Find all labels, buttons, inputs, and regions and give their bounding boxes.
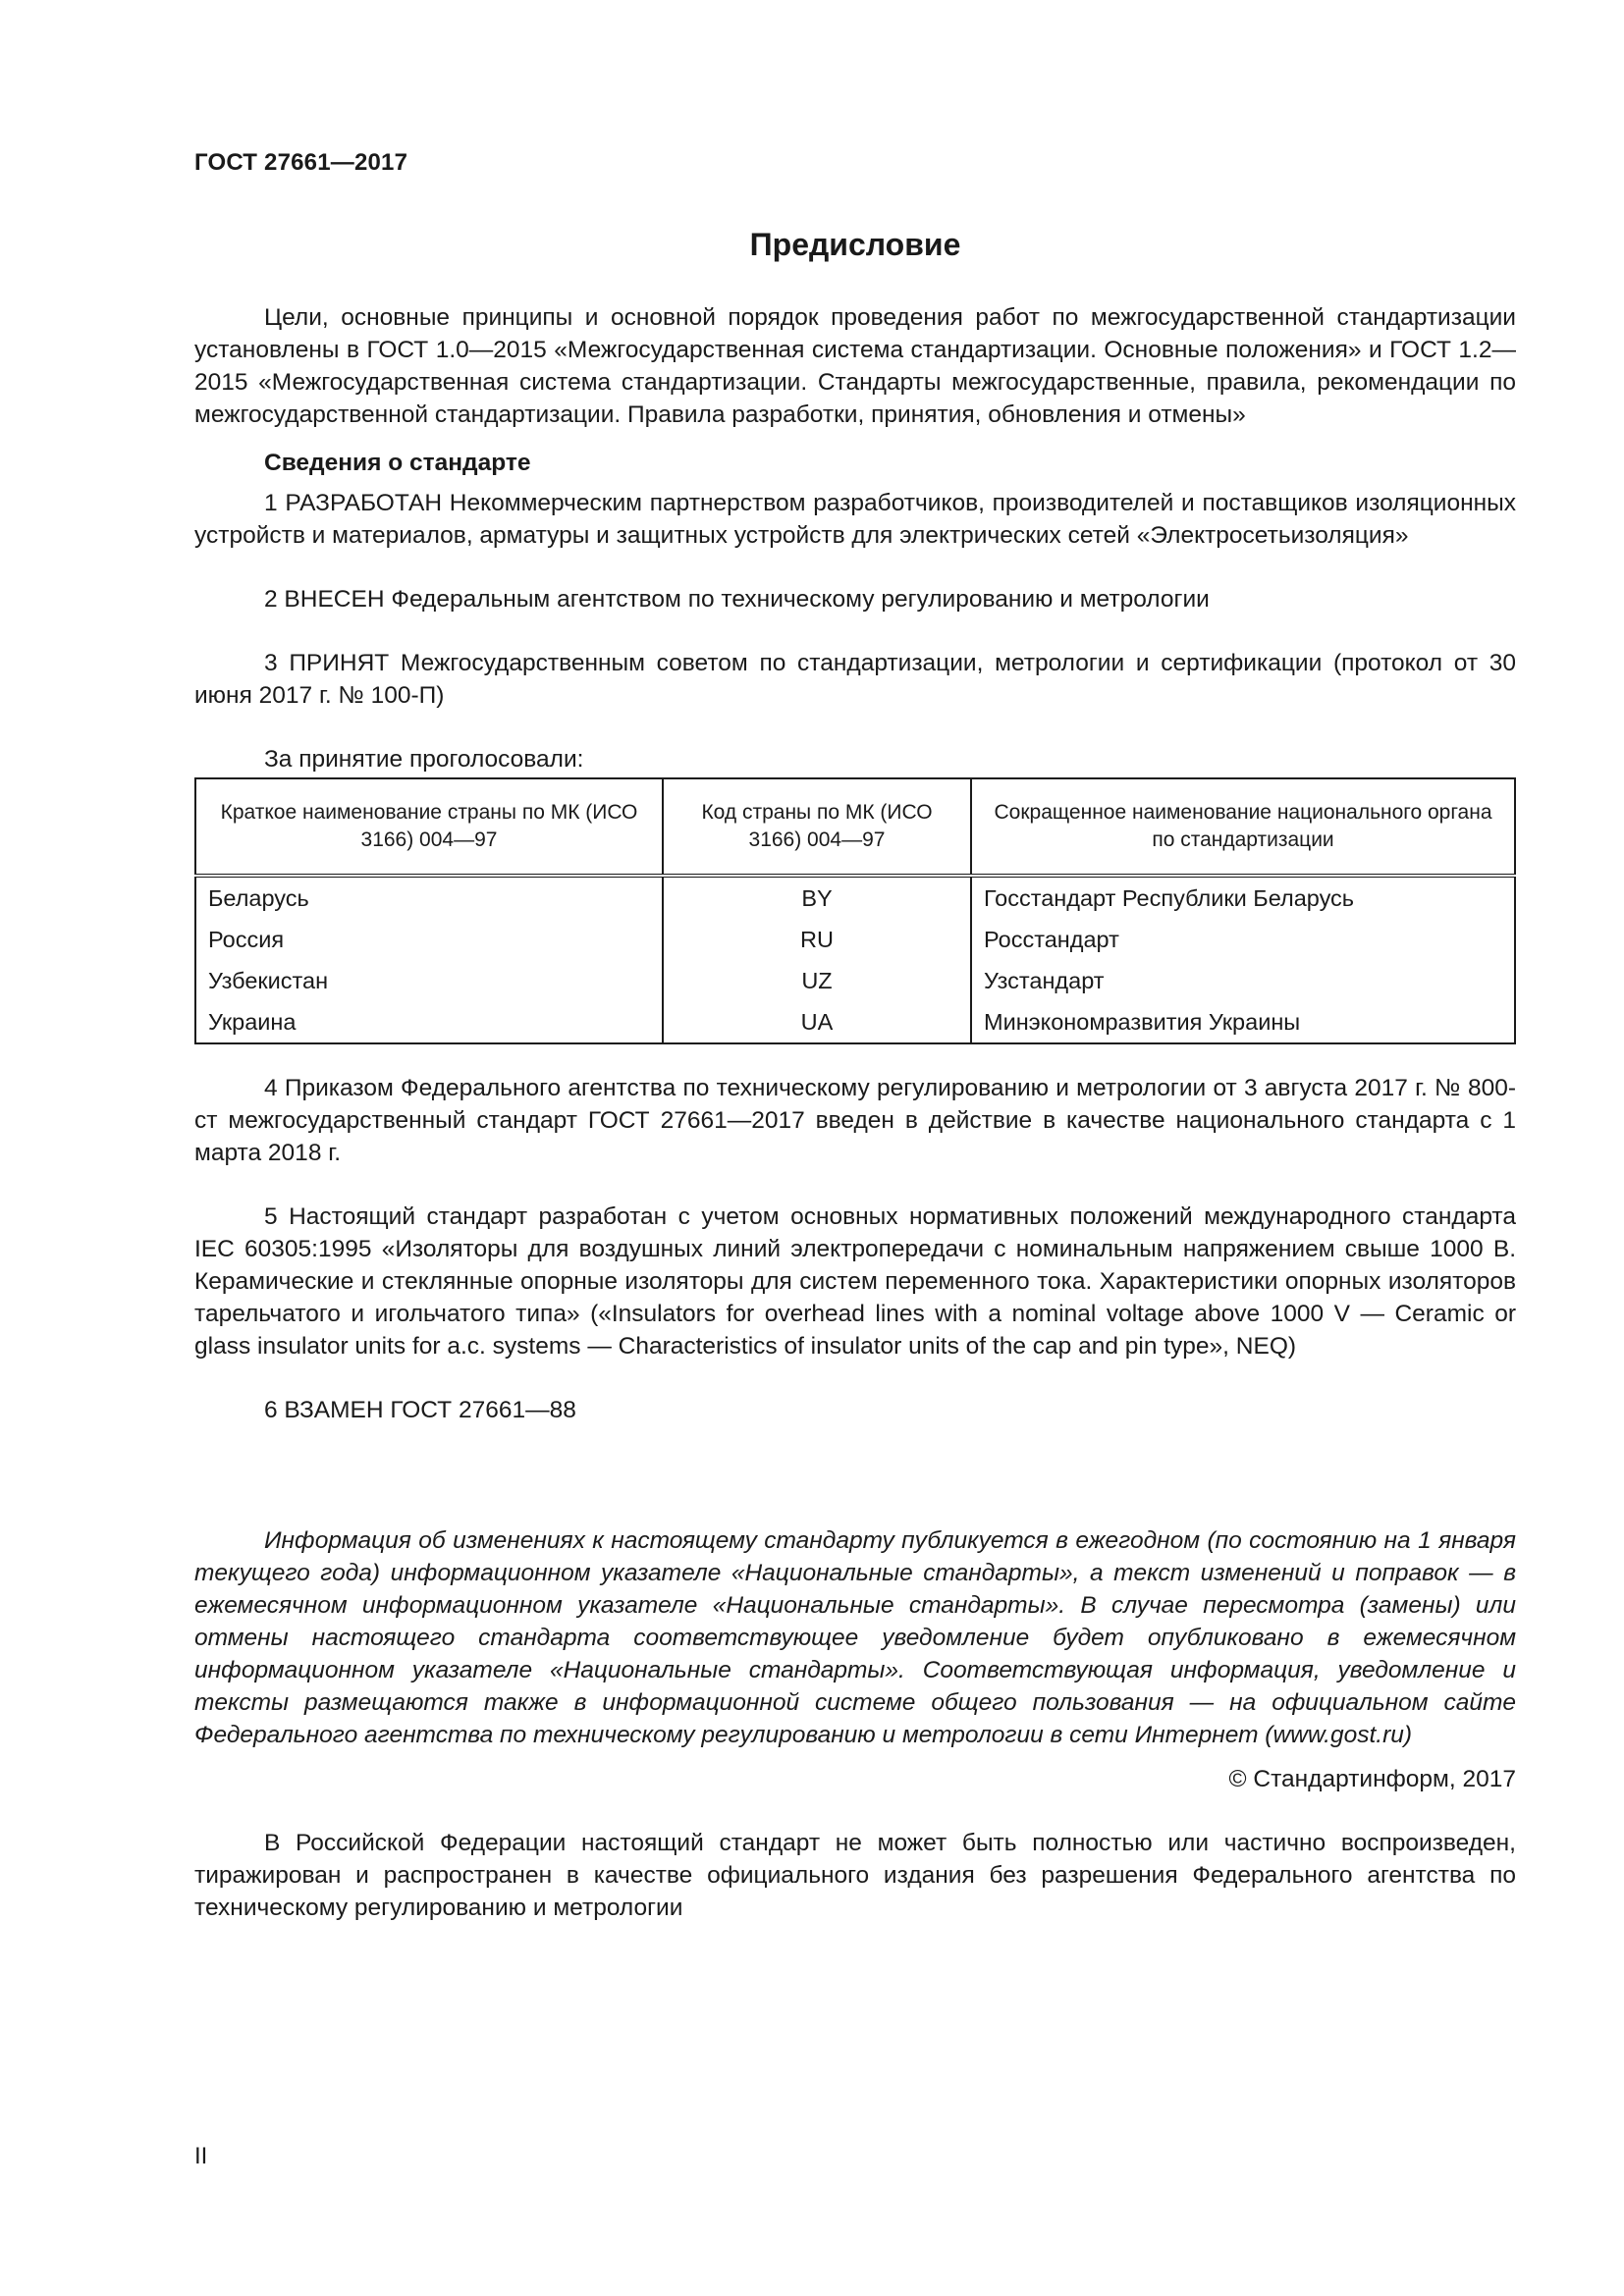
document-body [194,301,1516,1924]
table-row [195,960,1515,1001]
vote-table [194,777,1516,1044]
copyright: © Стандартинформ, 2017 [1228,1766,1516,1792]
country-cell: Беларусь [195,876,663,919]
item-submitted: 2 ВНЕСЕН Федеральным агентством по техническому регулированию и метрологии [264,586,1210,613]
voted-label: За принятие проголосовали: [264,746,584,773]
standard-info-heading: Сведения о стандарте [264,450,531,476]
country-cell: Россия [195,919,663,960]
vote-table-header-code: Код страны по МК (ИСО 3166) 004—97 [663,778,971,876]
country-code-cell: BY [663,876,971,919]
table-row [195,876,1515,919]
page-title: Предисловие [749,227,961,262]
vote-table-header-body: Сокращенное наименование национального органа по стандартизации [971,778,1515,876]
country-cell: Узбекистан [195,960,663,1001]
vote-table-header-row [195,778,1515,876]
national-body-cell: Узстандарт [971,960,1515,1001]
national-body-cell: Росстандарт [971,919,1515,960]
country-code-cell: RU [663,919,971,960]
intro-paragraph: Цели, основные принципы и основной порядок проведения работ по межгосударственной стандартизации установлены в ГОСТ 1.0—2015 «Межгосударственная система стандартизации. Основные положения» и ГОСТ 1.2—2015 «Межгосударственная система стандартизации. Стандарты межгосударственные, правила, рекомендации по межгосударственной стандартизации. Правила разработки, принятия, обновления и отмены» [194,304,1516,428]
vote-table-header-country: Краткое наименование страны по МК (ИСО 3166) 004—97 [195,778,663,876]
changes-notice: Информация об изменениях к настоящему стандарту публикуется в ежегодном (по состоянию на 1 января текущего года) информационном указателе «Национальные стандарты», а текст изменений и поправок — в ежемесячном информационном указателе «Национальные стандарты». В случае пересмотра (замены) или отмены настоящего стандарта соответствующее уведомление будет опубликовано в ежемесячном информационном указателе «Национальные стандарты». Соответствующая информация, уведомление и тексты размещаются также в информационной системе общего пользования — на официальном сайте Федерального агентства по техническому регулированию и метрологии в сети Интернет (www.gost.ru) [194,1527,1516,1748]
country-code-cell: UZ [663,960,971,1001]
item-developed: 1 РАЗРАБОТАН Некоммерческим партнерством разработчиков, производителей и поставщиков изоляционных устройств и материалов, арматуры и защитных устройств для электрических сетей «Электросетьизоляция» [194,490,1516,549]
country-code-cell: UA [663,1001,971,1043]
item-replaces: 6 ВЗАМЕН ГОСТ 27661—88 [264,1397,576,1423]
national-body-cell: Минэкономразвития Украины [971,1001,1515,1043]
item-adopted: 3 ПРИНЯТ Межгосударственным советом по стандартизации, метрологии и сертификации (протокол от 30 июня 2017 г. № 100-П) [194,650,1516,709]
document-code: ГОСТ 27661—2017 [194,149,408,176]
table-row [195,1001,1515,1043]
country-cell: Украина [195,1001,663,1043]
page-number: II [194,2143,208,2169]
reproduction-restriction: В Российской Федерации настоящий стандарт не может быть полностью или частично воспроизведен, тиражирован и распространен в качестве официального издания без разрешения Федерального агентства по техническому регулированию и метрологии [194,1830,1516,1921]
table-row [195,919,1515,960]
national-body-cell: Госстандарт Республики Беларусь [971,876,1515,919]
item-based-on: 5 Настоящий стандарт разработан с учетом основных нормативных положений международного стандарта IEC 60305:1995 «Изоляторы для воздушных линий электропередачи с номинальным напряжением свыше 1000 В. Керамические и стеклянные опорные изоляторы для систем переменного тока. Характеристики опорных изоляторов тарельчатого и игольчатого типа» («Insulators for overhead lines with a nominal voltage above 1000 V — Ceramic or glass insulator units for a.c. systems — Characteristics of insulator units of the cap and pin type», NEQ) [194,1203,1516,1360]
item-order: 4 Приказом Федерального агентства по техническому регулированию и метрологии от 3 августа 2017 г. № 800-ст межгосударственный стандарт ГОСТ 27661—2017 введен в действие в качестве национального стандарта с 1 марта 2018 г. [194,1075,1516,1166]
